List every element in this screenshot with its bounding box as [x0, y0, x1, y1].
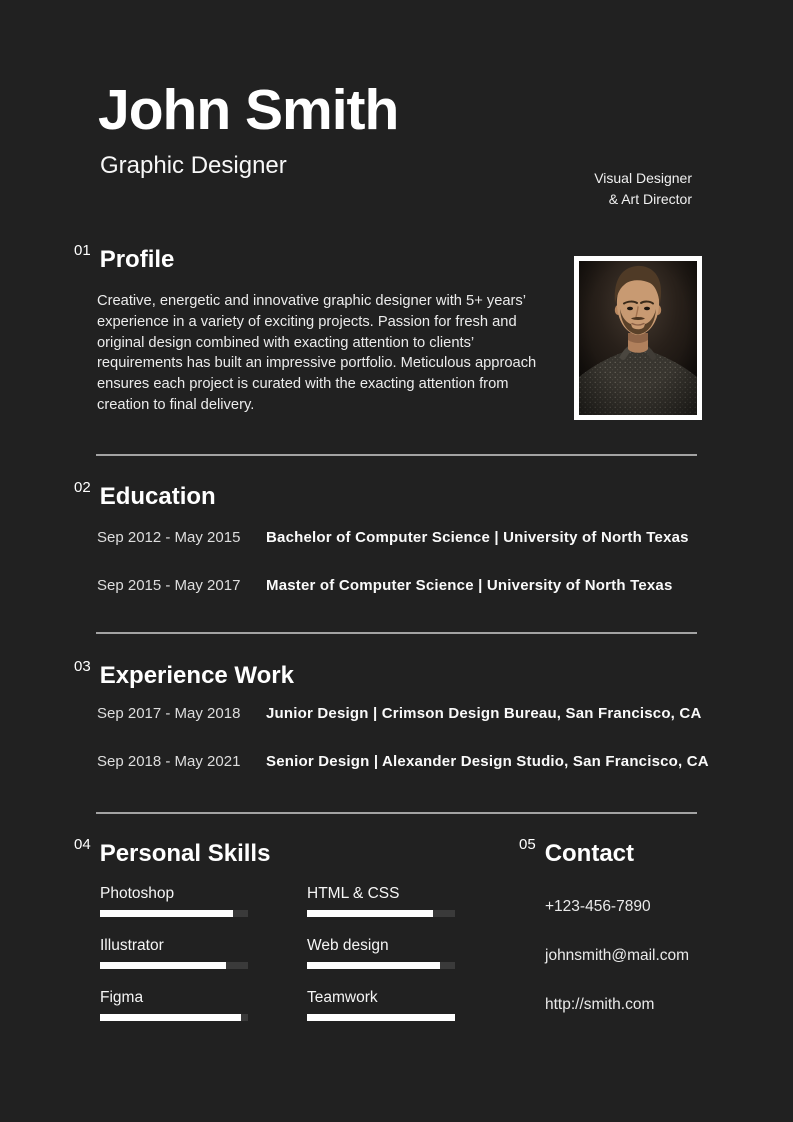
education-dates: Sep 2015 - May 2017 [97, 577, 241, 594]
section-title-education: Education [99, 483, 216, 510]
skill-bar-track [307, 910, 455, 917]
contact-list [545, 897, 689, 1044]
tagline-line-2: & Art Director [608, 191, 692, 207]
section-title-profile: Profile [99, 246, 175, 273]
section-contact-heading [519, 837, 634, 867]
section-number-profile: 01 [74, 242, 91, 259]
section-experience-heading [74, 659, 294, 689]
education-description: Bachelor of Computer Science | University of North Texas [266, 529, 689, 546]
skill-bar-fill [307, 1014, 455, 1021]
experience-description: Junior Design | Crimson Design Bureau, San Francisco, CA [266, 705, 702, 722]
portrait-photo [574, 256, 702, 420]
skill-label: Illustrator [100, 937, 164, 954]
person-name: John Smith [98, 78, 399, 142]
experience-list [97, 704, 709, 772]
education-description: Master of Computer Science | University of North Texas [266, 577, 673, 594]
section-title-skills: Personal Skills [99, 840, 271, 867]
section-number-contact: 05 [519, 836, 536, 853]
skill-bar-fill [307, 962, 440, 969]
job-title: Graphic Designer [100, 152, 287, 179]
skill-label: Figma [100, 989, 144, 1006]
skill-label: Web design [307, 937, 389, 954]
divider [96, 454, 697, 456]
skill-label: Photoshop [100, 885, 175, 902]
tagline-line-1: Visual Designer [594, 170, 692, 186]
skills-column-right [307, 884, 455, 1040]
section-number-education: 02 [74, 479, 91, 496]
skill-bar-fill [100, 1014, 241, 1021]
profile-text: Creative, energetic and innovative graphic designer with 5+ years’ experience in a variety of exciting projects. Passion for fresh and original design combined with exacting attention to clients’ requirements has built an impressive portfolio. Meticulous approach ensures each project is curated with the exacting attention from creation to final delivery. [97, 293, 537, 413]
skills-column-left [100, 884, 248, 1040]
skill-bar-track [100, 1014, 248, 1021]
section-education-heading [74, 480, 216, 510]
experience-dates: Sep 2018 - May 2021 [97, 753, 241, 770]
section-title-experience: Experience Work [99, 662, 294, 689]
experience-description: Senior Design | Alexander Design Studio, San Francisco, CA [266, 753, 709, 770]
skill-label: HTML & CSS [307, 885, 400, 902]
divider [96, 812, 697, 814]
skill-html-css [307, 884, 455, 917]
section-title-contact: Contact [544, 840, 635, 867]
contact-phone: +123-456-7890 [545, 898, 651, 915]
divider [96, 632, 697, 634]
skill-label: Teamwork [307, 989, 378, 1006]
skill-bar-track [307, 962, 455, 969]
skill-bar-track [100, 910, 248, 917]
skill-bar-track [307, 1014, 455, 1021]
skill-figma [100, 988, 248, 1021]
education-item [97, 576, 689, 596]
section-number-experience: 03 [74, 658, 91, 675]
skill-teamwork [307, 988, 455, 1021]
skill-web-design [307, 936, 455, 969]
contact-email: johnsmith@mail.com [545, 947, 690, 964]
contact-website: http://smith.com [545, 996, 655, 1013]
skill-bar-fill [307, 910, 433, 917]
skill-illustrator [100, 936, 248, 969]
skill-bar-fill [100, 962, 226, 969]
education-item [97, 528, 689, 548]
education-list [97, 528, 689, 596]
experience-item [97, 752, 709, 772]
portrait-photo-illustration [579, 261, 697, 415]
skill-bar-track [100, 962, 248, 969]
experience-dates: Sep 2017 - May 2018 [97, 705, 241, 722]
experience-item [97, 704, 709, 724]
tagline [594, 168, 692, 210]
section-number-skills: 04 [74, 836, 91, 853]
skill-photoshop [100, 884, 248, 917]
education-dates: Sep 2012 - May 2015 [97, 529, 241, 546]
section-skills-heading [74, 837, 270, 867]
section-profile-heading [74, 243, 174, 273]
skill-bar-fill [100, 910, 233, 917]
